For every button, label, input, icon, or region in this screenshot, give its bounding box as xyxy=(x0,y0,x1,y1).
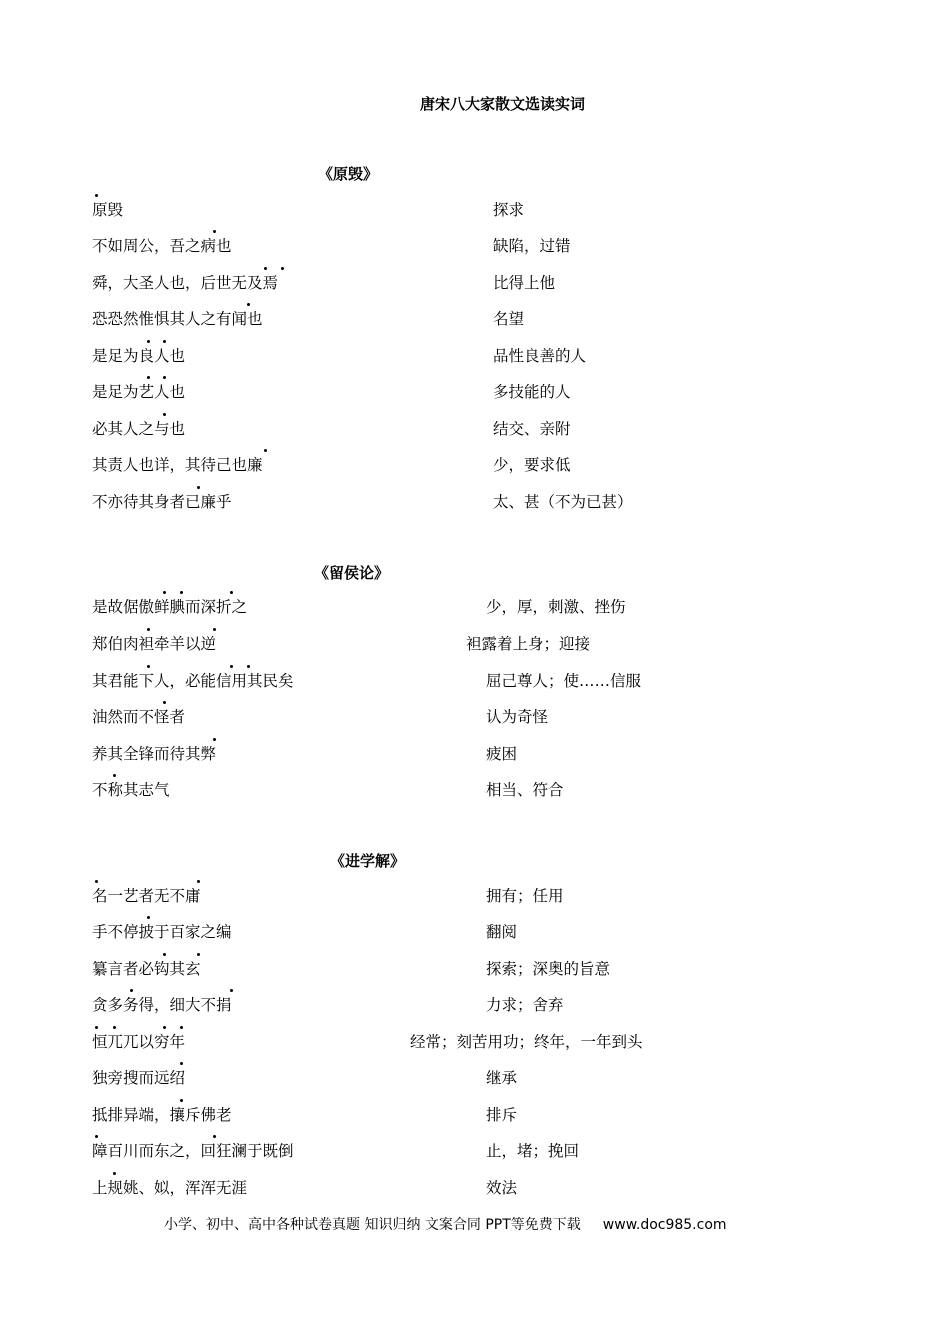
vocab-sentence: 是足为良人也 xyxy=(92,347,186,365)
vocab-sentence: 原毁 xyxy=(92,201,124,219)
list-item xyxy=(0,380,950,404)
vocab-sentence: 独旁搜而远绍 xyxy=(92,1069,186,1087)
emphasis-dot xyxy=(180,1062,183,1065)
section-heading-yuanhui: 《原毁》 xyxy=(318,165,379,183)
emphasis-dot xyxy=(230,665,233,668)
vocab-meaning: 拥有；任用 xyxy=(486,887,564,905)
vocab-sentence: 养其全锋而待其弊 xyxy=(92,745,217,763)
vocab-sentence: 是足为艺人也 xyxy=(92,383,186,401)
vocab-meaning: 效法 xyxy=(486,1179,518,1197)
vocab-meaning: 止，堵；挽回 xyxy=(486,1142,580,1160)
footer-text: 小学、初中、高中各种试卷真题 知识归纳 文案合同 PPT等免费下载 xyxy=(164,1217,581,1233)
vocab-meaning: 探求 xyxy=(493,201,525,219)
emphasis-dot xyxy=(213,1135,216,1138)
emphasis-dot xyxy=(197,486,200,489)
vocab-sentence: 其责人也详，其待己也廉 xyxy=(92,456,263,474)
list-item xyxy=(0,778,950,802)
vocab-meaning: 比得上他 xyxy=(493,274,556,292)
emphasis-dot xyxy=(147,340,150,343)
vocab-meaning: 力求；舍弃 xyxy=(486,996,564,1014)
list-item xyxy=(0,884,950,908)
list-item xyxy=(0,957,950,981)
emphasis-dot xyxy=(247,303,250,306)
vocab-sentence: 恒兀兀以穷年 xyxy=(92,1033,186,1051)
emphasis-dot xyxy=(264,267,267,270)
emphasis-dot xyxy=(113,1172,116,1175)
list-item xyxy=(0,1030,950,1054)
vocab-sentence: 贪多务得，细大不捐 xyxy=(92,996,232,1014)
vocab-sentence: 不称其志气 xyxy=(92,781,170,799)
emphasis-dot xyxy=(247,665,250,668)
vocab-sentence: 是故倨傲鲜腆而深折之 xyxy=(92,598,248,616)
list-item xyxy=(0,993,950,1017)
emphasis-dot xyxy=(197,953,200,956)
vocab-sentence: 恐恐然惟惧其人之有闻也 xyxy=(92,310,263,328)
vocab-meaning: 探索；深奥的旨意 xyxy=(486,960,611,978)
footer-link[interactable]: www.doc985.com xyxy=(602,1217,727,1233)
emphasis-dot xyxy=(163,591,166,594)
page-footer xyxy=(164,1214,727,1234)
vocab-meaning: 名望 xyxy=(493,310,525,328)
list-item xyxy=(0,1139,950,1163)
vocab-meaning: 品性良善的人 xyxy=(493,347,587,365)
vocab-meaning: 袒露着上身；迎接 xyxy=(466,635,591,653)
list-item xyxy=(0,490,950,514)
vocab-sentence: 名一艺者无不庸 xyxy=(92,887,201,905)
list-item xyxy=(0,234,950,258)
list-item xyxy=(0,344,950,368)
list-item xyxy=(0,198,950,222)
section-heading-liuhoulun: 《留侯论》 xyxy=(314,564,390,582)
vocab-meaning: 少，厚，刺激、挫伤 xyxy=(486,598,626,616)
emphasis-dot xyxy=(281,267,284,270)
vocab-meaning: 太、甚（不为已甚） xyxy=(493,493,633,511)
section-heading-jinxuejie: 《进学解》 xyxy=(330,852,406,870)
list-item xyxy=(0,920,950,944)
emphasis-dot xyxy=(180,591,183,594)
vocab-meaning: 结交、亲附 xyxy=(493,420,571,438)
emphasis-dot xyxy=(95,1026,98,1029)
vocab-sentence: 上规姚、姒，浑浑无涯 xyxy=(92,1179,248,1197)
vocab-meaning: 经常；刻苦用功；终年，一年到头 xyxy=(410,1033,643,1051)
list-item xyxy=(0,271,950,295)
vocab-meaning: 排斥 xyxy=(486,1106,518,1124)
emphasis-dot xyxy=(163,413,166,416)
vocab-meaning: 多技能的人 xyxy=(493,383,571,401)
emphasis-dot xyxy=(230,989,233,992)
emphasis-dot xyxy=(95,880,98,883)
emphasis-dot xyxy=(130,989,133,992)
emphasis-dot xyxy=(163,701,166,704)
vocab-sentence: 必其人之与也 xyxy=(92,420,186,438)
emphasis-dot xyxy=(163,953,166,956)
vocab-sentence: 舜，大圣人也，后世无及焉 xyxy=(92,274,279,292)
vocab-meaning: 翻阅 xyxy=(486,923,518,941)
list-item xyxy=(0,453,950,477)
vocab-sentence: 油然而不怪者 xyxy=(92,708,186,726)
vocab-sentence: 不如周公，吾之病也 xyxy=(92,237,232,255)
emphasis-dot xyxy=(180,1099,183,1102)
vocab-meaning: 认为奇怪 xyxy=(486,708,549,726)
emphasis-dot xyxy=(163,1026,166,1029)
vocab-meaning: 疲困 xyxy=(486,745,518,763)
vocab-sentence: 郑伯肉袒牵羊以逆 xyxy=(92,635,217,653)
list-item xyxy=(0,1066,950,1090)
emphasis-dot xyxy=(213,230,216,233)
vocab-meaning: 缺陷，过错 xyxy=(493,237,571,255)
list-item xyxy=(0,742,950,766)
list-item xyxy=(0,1103,950,1127)
emphasis-dot xyxy=(163,340,166,343)
emphasis-dot xyxy=(264,449,267,452)
vocab-sentence: 纂言者必钩其玄 xyxy=(92,960,201,978)
emphasis-dot xyxy=(213,628,216,631)
list-item xyxy=(0,669,950,693)
vocab-sentence: 其君能下人，必能信用其民矣 xyxy=(92,672,294,690)
vocab-meaning: 屈己尊人；使……信服 xyxy=(486,672,642,690)
emphasis-dot xyxy=(95,1135,98,1138)
emphasis-dot xyxy=(230,591,233,594)
emphasis-dot xyxy=(147,376,150,379)
emphasis-dot xyxy=(147,628,150,631)
emphasis-dot xyxy=(147,916,150,919)
vocab-meaning: 继承 xyxy=(486,1069,518,1087)
emphasis-dot xyxy=(163,376,166,379)
emphasis-dot xyxy=(213,738,216,741)
vocab-sentence: 抵排异端，攘斥佛老 xyxy=(92,1106,232,1124)
emphasis-dot xyxy=(113,1026,116,1029)
vocab-meaning: 相当、符合 xyxy=(486,781,564,799)
list-item xyxy=(0,307,950,331)
emphasis-dot xyxy=(147,665,150,668)
vocab-sentence: 障百川而东之，回狂澜于既倒 xyxy=(92,1142,294,1160)
emphasis-dot xyxy=(180,1026,183,1029)
vocab-sentence: 手不停披于百家之编 xyxy=(92,923,232,941)
list-item xyxy=(0,632,950,656)
list-item xyxy=(0,417,950,441)
list-item xyxy=(0,705,950,729)
vocab-sentence: 不亦待其身者已廉乎 xyxy=(92,493,232,511)
vocab-meaning: 少，要求低 xyxy=(493,456,571,474)
emphasis-dot xyxy=(113,774,116,777)
page-title: 唐宋八大家散文选读实词 xyxy=(420,95,586,113)
list-item xyxy=(0,1176,950,1200)
list-item xyxy=(0,595,950,619)
emphasis-dot xyxy=(95,194,98,197)
emphasis-dot xyxy=(197,880,200,883)
